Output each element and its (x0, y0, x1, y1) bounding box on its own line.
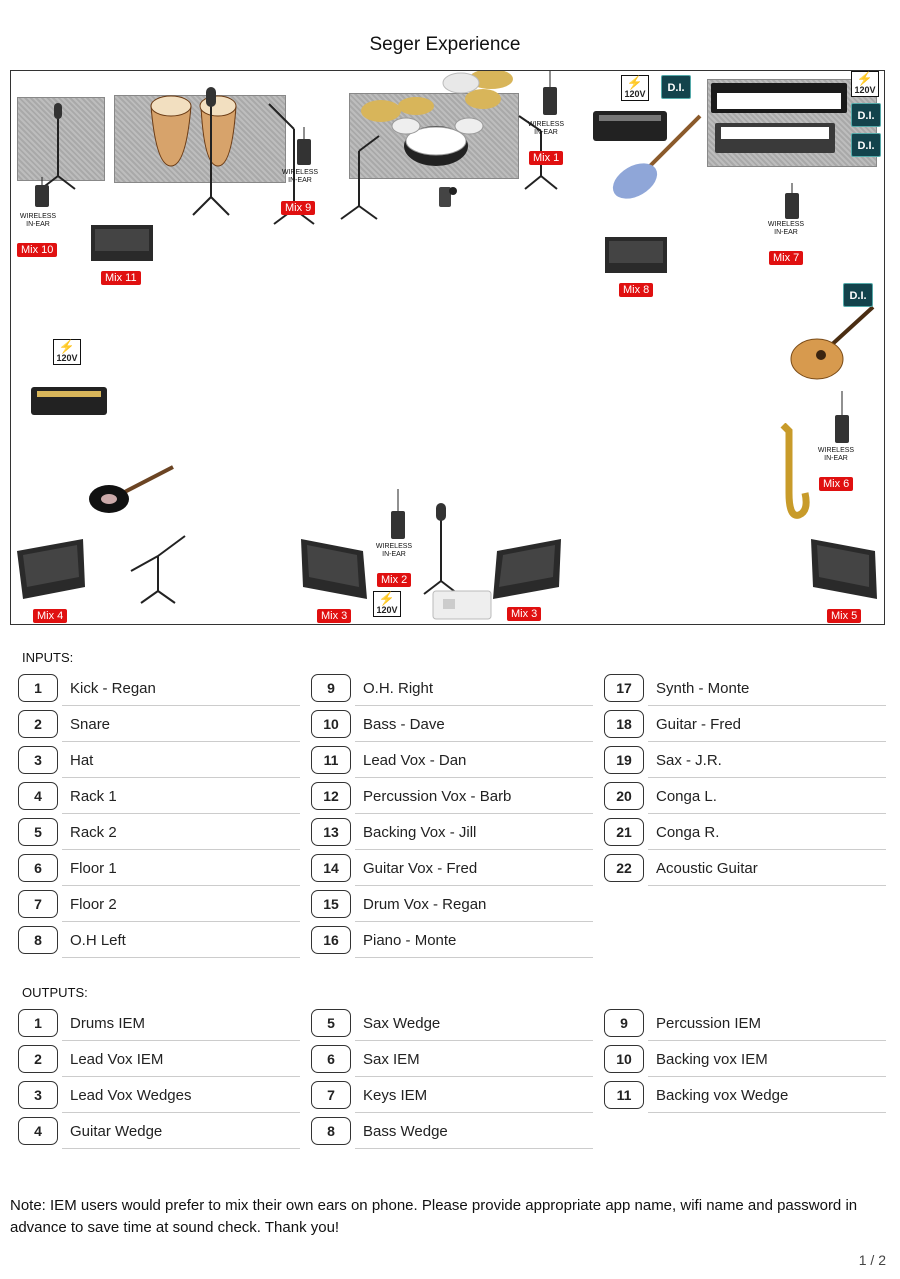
wireless-pack-icon (295, 127, 313, 167)
wireless-in-ear-label: WIRELESS IN-EAR (817, 447, 855, 462)
power-120v-badge: ⚡ 120V (53, 339, 81, 365)
row-divider (648, 777, 886, 778)
input-channel-row (18, 746, 300, 778)
row-divider (648, 849, 886, 850)
mix-tag: Mix 3 (317, 609, 351, 623)
input-channel-label: Percussion Vox - Barb (363, 788, 512, 805)
input-channel-label: Conga L. (656, 788, 717, 805)
output-channel-row (18, 1009, 300, 1041)
row-divider (355, 957, 593, 958)
kick-mic-icon (435, 183, 459, 213)
input-channel-number: 6 (18, 854, 58, 882)
row-divider (62, 741, 300, 742)
output-channel-label: Bass Wedge (363, 1123, 448, 1140)
row-divider (648, 813, 886, 814)
di-box: D.I. (851, 103, 881, 127)
input-channel-row (18, 710, 300, 742)
input-channel-label: Sax - J.R. (656, 752, 722, 769)
input-channel-label: Snare (70, 716, 111, 733)
input-channel-row (311, 818, 593, 850)
input-channel-label: Drum Vox - Regan (363, 896, 487, 913)
input-channel-number: 15 (311, 890, 351, 918)
row-divider (355, 1112, 593, 1113)
input-channel-label: O.H. Right (363, 680, 434, 697)
output-channel-row (604, 1045, 886, 1077)
input-channel-number: 2 (18, 710, 58, 738)
mix-tag: Mix 10 (17, 243, 57, 257)
input-channel-label: Guitar Vox - Fred (363, 860, 478, 877)
row-divider (62, 1040, 300, 1041)
input-channel-row (604, 782, 886, 814)
input-channel-row (604, 818, 886, 850)
output-channel-row (604, 1009, 886, 1041)
di-box: D.I. (661, 75, 691, 99)
row-divider (62, 921, 300, 922)
row-divider (62, 777, 300, 778)
input-channel-number: 3 (18, 746, 58, 774)
di-box: D.I. (843, 283, 873, 307)
mix-tag: Mix 11 (101, 271, 141, 285)
wedge-monitor-icon (601, 233, 671, 278)
wedge-monitor-icon (297, 537, 373, 601)
input-channel-row (311, 890, 593, 922)
stage-plot (10, 70, 885, 625)
mic-stand-icon (181, 87, 241, 217)
row-divider (355, 1148, 593, 1149)
wedge-monitor-icon (87, 221, 157, 266)
lightning-bolt-icon: ⚡ (626, 75, 644, 90)
output-channel-number: 9 (604, 1009, 644, 1037)
row-divider (648, 1040, 886, 1041)
wireless-pack-icon (33, 177, 51, 207)
output-channel-label: Sax IEM (363, 1051, 420, 1068)
mix-tag: Mix 5 (827, 609, 861, 623)
output-channel-row (311, 1045, 593, 1077)
row-divider (355, 1076, 593, 1077)
page-number: 1 / 2 (858, 1252, 886, 1268)
input-channel-label: Guitar - Fred (656, 716, 742, 733)
power-120v-badge: ⚡ 120V (851, 71, 879, 97)
input-channel-row (604, 746, 886, 778)
input-channel-number: 12 (311, 782, 351, 810)
input-channel-row (311, 782, 593, 814)
row-divider (62, 1148, 300, 1149)
note-text: Note: IEM users would prefer to mix their own ears on phone. Please provide appropriate app name, wifi name and password in advance to save time at sound check. Thank you! (10, 1197, 858, 1236)
row-divider (355, 921, 593, 922)
input-channel-row (604, 710, 886, 742)
mix-tag: Mix 3 (507, 607, 541, 621)
inputs-heading: INPUTS: (22, 650, 74, 665)
output-channel-label: Lead Vox Wedges (70, 1087, 192, 1104)
input-channel-row (18, 782, 300, 814)
output-channel-number: 4 (18, 1117, 58, 1145)
input-channel-row (18, 674, 300, 706)
row-divider (648, 1076, 886, 1077)
guitar-amp-icon (29, 383, 109, 419)
keyboard-icon (715, 123, 835, 153)
input-channel-row (18, 926, 300, 958)
input-channel-number: 21 (604, 818, 644, 846)
output-channel-label: Keys IEM (363, 1087, 428, 1104)
wireless-in-ear-label: WIRELESS IN-EAR (281, 169, 319, 184)
input-channel-label: Acoustic Guitar (656, 860, 758, 877)
mix-tag: Mix 9 (281, 201, 315, 215)
input-channel-label: Lead Vox - Dan (363, 752, 467, 769)
keyboard-icon (711, 83, 847, 113)
row-divider (355, 813, 593, 814)
projector-icon (431, 587, 493, 623)
output-channel-label: Guitar Wedge (70, 1123, 163, 1140)
output-channel-number: 8 (311, 1117, 351, 1145)
output-channel-number: 6 (311, 1045, 351, 1073)
input-channel-label: O.H Left (70, 932, 126, 949)
wireless-in-ear-label: WIRELESS IN-EAR (19, 213, 57, 228)
output-channel-row (18, 1045, 300, 1077)
row-divider (355, 741, 593, 742)
row-divider (62, 1112, 300, 1113)
input-channel-row (604, 854, 886, 886)
output-channel-row (311, 1009, 593, 1041)
input-channel-label: Floor 1 (70, 860, 117, 877)
wedge-monitor-icon (489, 537, 565, 601)
output-channel-number: 1 (18, 1009, 58, 1037)
wedge-monitor-icon (807, 537, 883, 601)
output-channel-label: Backing vox IEM (656, 1051, 768, 1068)
input-channel-row (311, 926, 593, 958)
input-channel-label: Piano - Monte (363, 932, 457, 949)
input-channel-row (311, 674, 593, 706)
output-channel-row (18, 1117, 300, 1149)
row-divider (62, 1076, 300, 1077)
input-channel-label: Backing Vox - Jill (363, 824, 477, 841)
row-divider (355, 777, 593, 778)
row-divider (62, 849, 300, 850)
output-channel-label: Percussion IEM (656, 1015, 762, 1032)
input-channel-number: 1 (18, 674, 58, 702)
output-channel-number: 7 (311, 1081, 351, 1109)
input-channel-label: Conga R. (656, 824, 720, 841)
input-channel-number: 13 (311, 818, 351, 846)
row-divider (62, 957, 300, 958)
input-channel-number: 16 (311, 926, 351, 954)
mic-stand-icon (416, 501, 466, 596)
mix-tag: Mix 6 (819, 477, 853, 491)
wireless-pack-icon (541, 71, 559, 117)
input-channel-number: 7 (18, 890, 58, 918)
mix-tag: Mix 8 (619, 283, 653, 297)
power-120v-badge: ⚡ 120V (373, 591, 401, 617)
input-channel-label: Synth - Monte (656, 680, 750, 697)
input-channel-row (311, 746, 593, 778)
input-channel-label: Floor 2 (70, 896, 117, 913)
input-channel-number: 5 (18, 818, 58, 846)
acoustic-guitar-icon (787, 299, 877, 387)
lightning-bolt-icon: ⚡ (378, 591, 396, 606)
row-divider (648, 885, 886, 886)
input-channel-number: 17 (604, 674, 644, 702)
electric-guitar-icon (85, 461, 177, 517)
output-channel-label: Sax Wedge (363, 1015, 441, 1032)
outputs-heading: OUTPUTS: (22, 985, 88, 1000)
row-divider (62, 885, 300, 886)
wireless-in-ear-label: WIRELESS IN-EAR (375, 543, 413, 558)
page-title: Seger Experience (369, 34, 521, 55)
row-divider (355, 849, 593, 850)
input-channel-number: 10 (311, 710, 351, 738)
output-channel-row (18, 1081, 300, 1113)
output-channel-number: 3 (18, 1081, 58, 1109)
row-divider (355, 705, 593, 706)
saxophone-icon (769, 423, 811, 523)
input-channel-number: 18 (604, 710, 644, 738)
output-channel-row (311, 1117, 593, 1149)
output-channel-number: 10 (604, 1045, 644, 1073)
row-divider (648, 705, 886, 706)
input-channel-row (311, 854, 593, 886)
row-divider (648, 741, 886, 742)
mix-tag: Mix 1 (529, 151, 563, 165)
input-channel-row (604, 674, 886, 706)
input-channel-label: Bass - Dave (363, 716, 445, 733)
input-channel-number: 9 (311, 674, 351, 702)
input-channel-number: 14 (311, 854, 351, 882)
input-channel-row (18, 818, 300, 850)
mic-boom-stand-icon (329, 131, 389, 221)
wireless-in-ear-label: WIRELESS IN-EAR (767, 221, 805, 236)
input-channel-label: Kick - Regan (70, 680, 156, 697)
row-divider (355, 885, 593, 886)
lightning-bolt-icon: ⚡ (856, 71, 874, 86)
row-divider (62, 813, 300, 814)
output-channel-label: Backing vox Wedge (656, 1087, 789, 1104)
input-channel-label: Rack 2 (70, 824, 117, 841)
output-channel-row (311, 1081, 593, 1113)
power-120v-badge: ⚡ 120V (621, 75, 649, 101)
input-channel-number: 11 (311, 746, 351, 774)
input-channel-row (18, 890, 300, 922)
input-channel-number: 8 (18, 926, 58, 954)
input-channel-number: 19 (604, 746, 644, 774)
wireless-in-ear-label: WIRELESS IN-EAR (527, 121, 565, 136)
row-divider (355, 1040, 593, 1041)
output-channel-number: 2 (18, 1045, 58, 1073)
mic-boom-stand-icon (123, 531, 193, 606)
output-channel-row (604, 1081, 886, 1113)
input-channel-row (18, 854, 300, 886)
mix-tag: Mix 7 (769, 251, 803, 265)
input-channel-label: Rack 1 (70, 788, 117, 805)
mix-tag: Mix 4 (33, 609, 67, 623)
output-channel-label: Lead Vox IEM (70, 1051, 164, 1068)
output-channel-number: 5 (311, 1009, 351, 1037)
row-divider (62, 705, 300, 706)
output-channel-number: 11 (604, 1081, 644, 1109)
input-channel-label: Hat (70, 752, 94, 769)
wireless-pack-icon (389, 489, 407, 539)
bass-guitar-icon (605, 111, 705, 201)
row-divider (648, 1112, 886, 1113)
input-channel-number: 22 (604, 854, 644, 882)
input-channel-number: 4 (18, 782, 58, 810)
input-channel-row (311, 710, 593, 742)
output-channel-label: Drums IEM (70, 1015, 145, 1032)
mix-tag: Mix 2 (377, 573, 411, 587)
input-channel-number: 20 (604, 782, 644, 810)
lightning-bolt-icon: ⚡ (58, 339, 76, 354)
wireless-pack-icon (833, 391, 851, 443)
di-box: D.I. (851, 133, 881, 157)
wireless-pack-icon (783, 183, 801, 219)
wedge-monitor-icon (13, 537, 89, 601)
